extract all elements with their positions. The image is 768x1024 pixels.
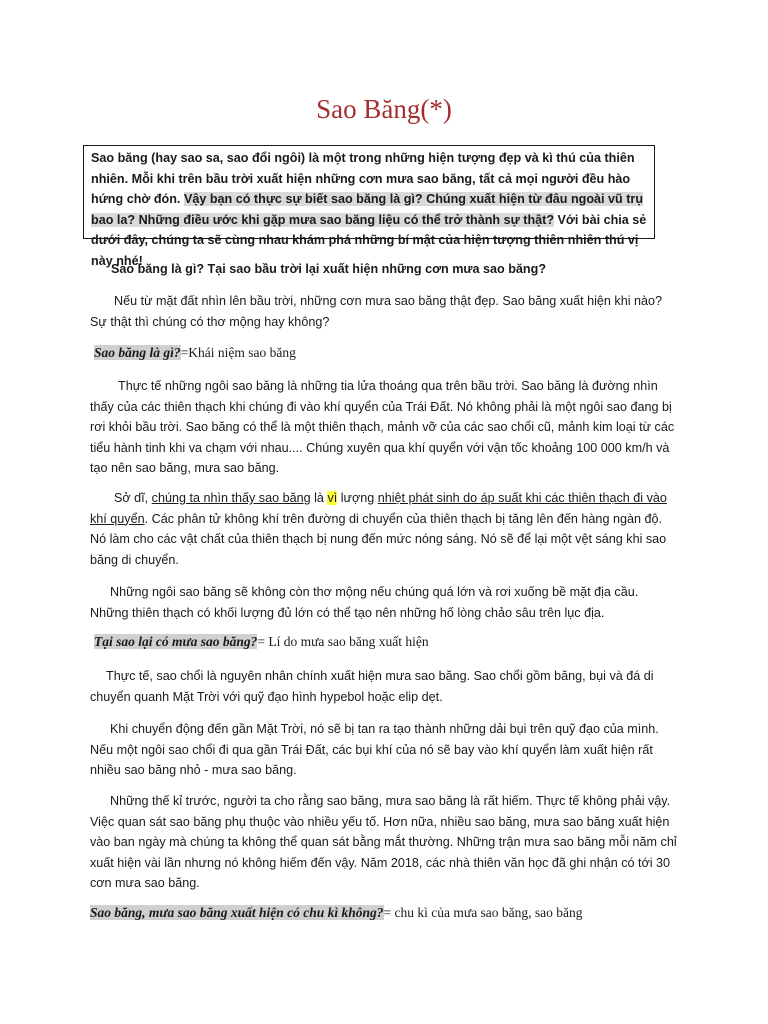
- p3-underline-1: chúng ta nhìn thấy sao băng: [151, 491, 311, 505]
- paragraph-1: Nếu từ mặt đất nhìn lên bầu trời, những cơn mưa sao băng thật đẹp. Sao băng xuất hiện khi nào? Sự thật thì chúng có thơ mộng hay không?: [90, 294, 663, 329]
- heading-annotation: = chu kì của mưa sao băng, sao băng: [383, 905, 583, 920]
- heading-question: Tại sao lại có mưa sao băng?: [94, 634, 258, 649]
- p3-text-a: Sở dĩ,: [114, 491, 152, 505]
- p3-text-c: là: [310, 491, 328, 505]
- paragraph-5: Thực tế, sao chổi là nguyên nhân chính xuất hiện mưa sao băng. Sao chổi gồm băng, bụi và đá di chuyển quanh Mặt Trời với quỹ đạo hình hypebol hoặc elip dẹt.: [90, 669, 654, 704]
- heading-meteor-cycle: [90, 905, 583, 921]
- intro-box: [83, 145, 655, 268]
- p3-highlight-yellow: vì: [327, 491, 338, 505]
- document-title: Sao Băng(*): [316, 94, 452, 124]
- intro-text-part3: Với bài chia sẻ dưới đây, chúng ta sẽ cùng nhau khám phá những bí mật của hiện tượng thiên nhiên thú vị này nhé!: [91, 212, 647, 268]
- p3-text-g: . Các phân tử không khí trên đường di chuyển của thiên thạch bị tăng lên đến hàng ngàn độ. Nó làm cho các vật chất của thiên thạch bị nung đến mức nóng sáng. Nó sẽ để lại một vệt sáng khi sao băng di chuyển.: [90, 511, 667, 567]
- heading-what-is-meteor: [94, 345, 296, 361]
- paragraph-4: Những ngôi sao băng sẽ không còn thơ mộng nếu chúng quá lớn và rơi xuống bề mặt địa cầu. Những thiên thạch có khối lượng đủ lớn có thể tạo nên những hố lòng chảo sâu trên lục địa.: [90, 585, 639, 620]
- heading-why-meteor-shower: [94, 634, 429, 650]
- heading-annotation: =Khái niệm sao băng: [180, 345, 296, 360]
- paragraph-2: Thực tế những ngôi sao băng là những tia lửa thoáng qua trên bầu trời. Sao băng là đường nhìn thấy của các thiên thạch khi chúng đi vào khí quyển của Trái Đất. Nó không phải là một ngôi sao đang bị rơi khỏi bầu trời. Sao băng có thể là một thiên thạch, mảnh vỡ của các sao chổi cũ, mảnh kim loại từ các tiểu hành tinh khi va chạm với nhau.... Chúng xuyên qua khí quyển với vận tốc khoảng 100 000 km/h và tạo nên sao băng, mưa sao băng.: [90, 379, 675, 476]
- intro-text-part1: Sao băng (hay sao sa, sao đổi ngôi) là một trong những hiện tượng đẹp và kì thú của thiên nhiên. Mỗi khi trên bầu trời xuất hiện những cơn mưa sao băng, tất cả mọi người đều hào hứng chờ đón.: [91, 151, 635, 207]
- p3-underline-2: nhiệt phát sinh do áp suất khi các thiên thạch đi vào khí quyển: [90, 491, 667, 526]
- paragraph-6: Khi chuyển động đến gần Mặt Trời, nó sẽ bị tan ra tạo thành những dải bụi trên quỹ đạo của mình. Nếu một ngôi sao chổi đi qua gần Trái Đất, các bụi khí của nó sẽ bay vào khí quyển làm xuất hiện rất nhiều sao băng nhỏ - mưa sao băng.: [90, 722, 659, 778]
- intro-text-highlight: Vậy bạn có thực sự biết sao băng là gì? Chúng xuất hiện từ đâu ngoài vũ trụ bao la? Những điều ước khi gặp mưa sao băng liệu có thể trở thành sự thật?: [91, 192, 644, 227]
- heading-annotation: = Lí do mưa sao băng xuất hiện: [257, 634, 429, 649]
- p3-text-e: lượng: [337, 491, 378, 505]
- heading-question: Sao băng là gì?: [94, 345, 181, 360]
- paragraph-3: [90, 488, 680, 570]
- section-question: Sao băng là gì? Tại sao bầu trời lại xuất hiện những cơn mưa sao băng?: [111, 262, 547, 276]
- paragraph-7: Những thế kỉ trước, người ta cho rằng sao băng, mưa sao băng là rất hiếm. Thực tế không phải vậy. Việc quan sát sao băng phụ thuộc vào nhiều yếu tố. Hơn nữa, nhiều sao băng, mưa sao băng xuất hiện vào ban ngày mà chúng ta không thể quan sát bằng mắt thường. Những trận mưa sao băng mỗi năm chỉ xuất hiện vài lần nhưng nó không hiếm đến vậy. Năm 2018, các nhà thiên văn học đã ghi nhận có tới 30 cơn mưa sao băng.: [90, 794, 677, 891]
- heading-question: Sao băng, mưa sao băng xuất hiện có chu kì không?: [90, 905, 384, 920]
